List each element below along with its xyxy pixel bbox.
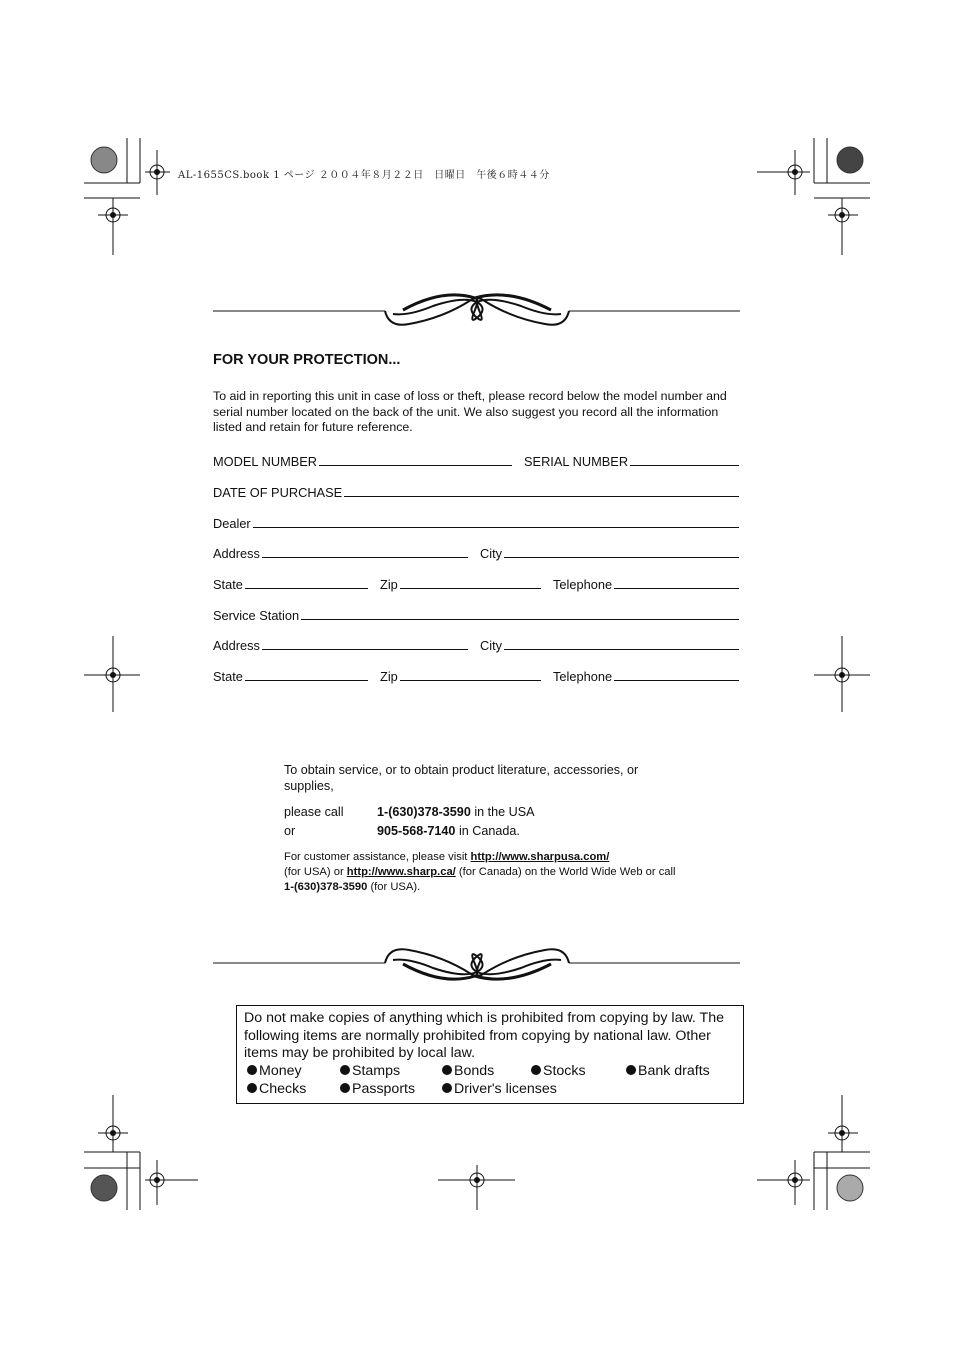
telephone-label: Telephone — [553, 669, 613, 684]
dealer-city-field[interactable] — [480, 546, 739, 561]
serial-number-line — [630, 464, 739, 466]
address-line — [262, 556, 468, 558]
bullet-icon — [531, 1065, 541, 1075]
assist-text-3: (for Canada) on the World Wide Web or call — [458, 865, 676, 878]
bullet-icon — [340, 1083, 350, 1093]
notice-item-label: Driver's licenses — [454, 1081, 557, 1097]
state-label: State — [213, 669, 243, 684]
dealer-state-field[interactable] — [213, 577, 368, 592]
notice-item-label: Bonds — [454, 1063, 495, 1079]
service-station-line — [301, 618, 739, 620]
state-line — [245, 587, 368, 589]
bullet-icon — [442, 1083, 452, 1093]
usa-phone-number: 1-(630)378-3590 — [377, 805, 471, 819]
copy-prohibition-notice — [236, 1005, 744, 1104]
date-of-purchase-line — [344, 495, 739, 497]
address-label: Address — [213, 638, 260, 653]
notice-item — [531, 1063, 586, 1081]
notice-item — [247, 1063, 302, 1081]
bottom-ornament — [213, 940, 743, 990]
notice-item-label: Checks — [259, 1081, 307, 1097]
notice-item-label: Bank drafts — [638, 1063, 710, 1079]
serial-number-field[interactable] — [524, 454, 739, 469]
bullet-icon — [340, 1065, 350, 1075]
usa-phone-line — [377, 805, 535, 821]
canada-phone-number: 905-568-7140 — [377, 824, 456, 838]
dealer-line — [253, 526, 739, 528]
dealer-address-field[interactable] — [213, 546, 468, 561]
model-number-label: MODEL NUMBER — [213, 454, 318, 469]
telephone-label: Telephone — [553, 577, 613, 592]
telephone-line — [614, 679, 739, 681]
notice-item — [626, 1063, 710, 1081]
station-city-field[interactable] — [480, 638, 739, 653]
notice-item-label: Stamps — [352, 1063, 401, 1079]
canada-phone-suffix: in Canada. — [458, 824, 520, 838]
page-title: FOR YOUR PROTECTION... — [213, 352, 401, 368]
state-line — [245, 679, 368, 681]
city-line — [504, 648, 739, 650]
top-ornament — [213, 288, 743, 338]
model-number-field[interactable] — [213, 454, 512, 469]
city-line — [504, 556, 739, 558]
notice-item-label: Passports — [352, 1081, 416, 1097]
address-line — [262, 648, 468, 650]
date-of-purchase-label: DATE OF PURCHASE — [213, 485, 343, 500]
assist-phone: 1-(630)378-3590 — [284, 880, 368, 893]
notice-item — [340, 1063, 400, 1081]
bullet-icon — [442, 1065, 452, 1075]
zip-label: Zip — [380, 577, 398, 592]
notice-item — [247, 1081, 306, 1099]
notice-item — [442, 1081, 557, 1099]
notice-item — [442, 1063, 494, 1081]
dealer-telephone-field[interactable] — [553, 577, 739, 592]
dealer-field[interactable] — [213, 516, 739, 531]
station-state-field[interactable] — [213, 669, 368, 684]
assist-text-4: (for USA). — [370, 880, 421, 893]
dealer-zip-field[interactable] — [380, 577, 541, 592]
or-label: or — [284, 824, 296, 838]
zip-line — [400, 587, 541, 589]
service-station-label: Service Station — [213, 608, 300, 623]
serial-number-label: SERIAL NUMBER — [524, 454, 629, 469]
please-call-label: please call — [284, 805, 344, 819]
station-zip-field[interactable] — [380, 669, 541, 684]
service-station-field[interactable] — [213, 608, 739, 623]
sharp-ca-link[interactable]: http://www.sharp.ca/ — [346, 865, 456, 878]
assist-text-1: For customer assistance, please visit — [284, 851, 468, 863]
notice-text: Do not make copies of anything which is prohibited from copying by law. The following items are normally prohibited from copying by national law. Other items may be prohibited by local law. — [244, 1010, 725, 1062]
address-label: Address — [213, 546, 260, 561]
sharpusa-link[interactable]: http://www.sharpusa.com/ — [470, 851, 610, 863]
service-intro: To obtain service, or to obtain product literature, accessories, or supplies, — [284, 763, 639, 793]
state-label: State — [213, 577, 243, 592]
notice-item-label: Money — [259, 1063, 302, 1079]
notice-item — [340, 1081, 415, 1099]
notice-item-label: Stocks — [543, 1063, 586, 1079]
assist-text-2: (for USA) or — [284, 865, 344, 878]
city-label: City — [480, 638, 503, 653]
intro-paragraph: To aid in reporting this unit in case of loss or theft, please record below the model number and serial number located on the back of the unit. We also suggest you record all the information listed and retain for future reference. — [213, 389, 727, 435]
usa-phone-suffix: in the USA — [474, 805, 535, 819]
model-number-line — [319, 464, 512, 466]
station-telephone-field[interactable] — [553, 669, 739, 684]
printer-header: AL-1655CS.book 1 ページ ２００４年８月２２日 日曜日 午後６時４４分 — [178, 170, 550, 181]
zip-label: Zip — [380, 669, 398, 684]
bullet-icon — [247, 1083, 257, 1093]
telephone-line — [614, 587, 739, 589]
dealer-label: Dealer — [213, 516, 251, 531]
date-of-purchase-field[interactable] — [213, 485, 739, 500]
canada-phone-line — [377, 824, 520, 840]
customer-assistance — [284, 850, 684, 894]
station-address-field[interactable] — [213, 638, 468, 653]
zip-line — [400, 679, 541, 681]
bullet-icon — [626, 1065, 636, 1075]
city-label: City — [480, 546, 503, 561]
bullet-icon — [247, 1065, 257, 1075]
